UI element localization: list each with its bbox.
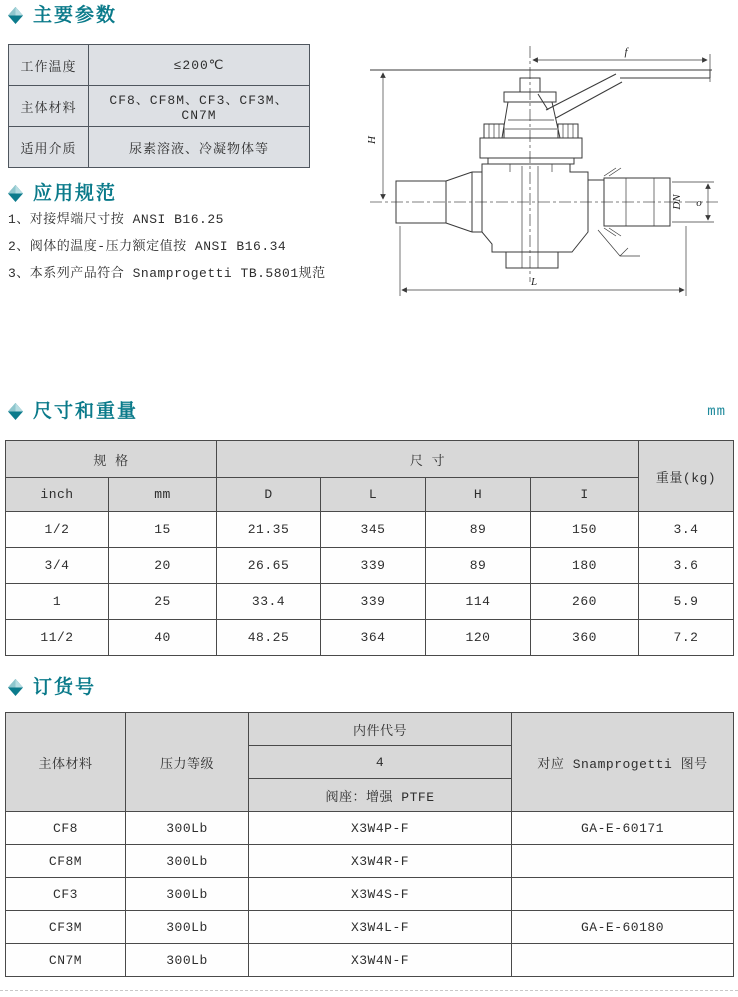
dim-label-o: o — [696, 197, 702, 209]
valve-technical-drawing — [358, 30, 736, 328]
cell-pressure: 300Lb — [126, 944, 249, 977]
cell: 11/2 — [6, 620, 109, 656]
cell-drawing: GA-E-60180 — [512, 911, 734, 944]
cell-pressure: 300Lb — [126, 911, 249, 944]
cell-code: X3W4S-F — [249, 878, 512, 911]
table-row — [9, 45, 310, 86]
params-table — [8, 44, 310, 168]
cell-pressure: 300Lb — [126, 878, 249, 911]
param-value: CF8、CF8M、CF3、CF3M、CN7M — [89, 86, 310, 127]
section-ordering-header — [8, 678, 96, 697]
cell: 360 — [531, 620, 639, 656]
header-d: D — [217, 478, 321, 512]
header-spec-group: 规 格 — [6, 441, 217, 478]
param-value: 尿素溶液、冷凝物体等 — [89, 127, 310, 168]
section-dimensions-header — [8, 402, 138, 421]
cell: 5.9 — [639, 584, 734, 620]
cell: 345 — [321, 512, 426, 548]
cell: 180 — [531, 548, 639, 584]
table-row — [9, 86, 310, 127]
section-params-header — [8, 6, 117, 25]
param-label: 主体材料 — [9, 86, 89, 127]
header-i: I — [531, 478, 639, 512]
diamond-bullet-icon — [8, 185, 23, 202]
cell: 26.65 — [217, 548, 321, 584]
cell: 1 — [6, 584, 109, 620]
table-row — [6, 845, 734, 878]
section-specs-title: 应用规范 — [33, 182, 118, 204]
cell-material: CN7M — [6, 944, 126, 977]
cell-material: CF8 — [6, 812, 126, 845]
header-inch: inch — [6, 478, 109, 512]
cell: 339 — [321, 548, 426, 584]
cell-code: X3W4R-F — [249, 845, 512, 878]
diamond-bullet-icon — [8, 7, 23, 24]
cell: 260 — [531, 584, 639, 620]
table-row — [6, 878, 734, 911]
table-row — [6, 512, 734, 548]
dim-label-f: f — [624, 46, 628, 58]
cell: 89 — [426, 512, 531, 548]
table-row — [6, 584, 734, 620]
cell: 40 — [109, 620, 217, 656]
dim-label-h: H — [366, 136, 378, 144]
cell: 114 — [426, 584, 531, 620]
cell-pressure: 300Lb — [126, 812, 249, 845]
header-mm: mm — [109, 478, 217, 512]
table-row — [6, 812, 734, 845]
diamond-bullet-icon — [8, 403, 23, 420]
cell: 339 — [321, 584, 426, 620]
cell: 33.4 — [217, 584, 321, 620]
header-material: 主体材料 — [6, 713, 126, 812]
header-l: L — [321, 478, 426, 512]
cell: 150 — [531, 512, 639, 548]
header-trim-seat: 阀座：增强 PTFE — [249, 779, 512, 812]
cell-drawing — [512, 878, 734, 911]
header-size-group: 尺 寸 — [217, 441, 639, 478]
cell: 15 — [109, 512, 217, 548]
cell: 25 — [109, 584, 217, 620]
table-row — [9, 127, 310, 168]
cell-material: CF3M — [6, 911, 126, 944]
header-h: H — [426, 478, 531, 512]
cell-drawing — [512, 845, 734, 878]
dimensions-table — [5, 440, 734, 656]
spec-list — [8, 206, 326, 287]
dim-label-l: L — [530, 276, 538, 288]
cell-code: X3W4N-F — [249, 944, 512, 977]
cell: 1/2 — [6, 512, 109, 548]
spec-item: 2、阀体的温度-压力额定值按 ANSI B16.34 — [8, 239, 287, 254]
cell-drawing: GA-E-60171 — [512, 812, 734, 845]
unit-label: mm — [707, 404, 726, 420]
dim-label-dn: DN — [671, 194, 683, 210]
cell: 3.4 — [639, 512, 734, 548]
cell: 3.6 — [639, 548, 734, 584]
cell: 21.35 — [217, 512, 321, 548]
header-drawing-no: 对应 Snamprogetti 图号 — [512, 713, 734, 812]
cell-drawing — [512, 944, 734, 977]
cell: 20 — [109, 548, 217, 584]
spec-item: 1、对接焊端尺寸按 ANSI B16.25 — [8, 212, 224, 227]
header-pressure: 压力等级 — [126, 713, 249, 812]
page-fold-line — [0, 990, 738, 991]
cell: 3/4 — [6, 548, 109, 584]
table-header-row — [6, 441, 734, 478]
table-header-row — [6, 478, 734, 512]
param-value: ≤200℃ — [89, 45, 310, 86]
cell: 364 — [321, 620, 426, 656]
param-label: 适用介质 — [9, 127, 89, 168]
section-dimensions-title: 尺寸和重量 — [33, 400, 139, 422]
section-specs-header — [8, 184, 117, 203]
header-trim-code: 4 — [249, 746, 512, 779]
cell: 7.2 — [639, 620, 734, 656]
header-trim: 内件代号 — [249, 713, 512, 746]
cell-material: CF3 — [6, 878, 126, 911]
cell-code: X3W4L-F — [249, 911, 512, 944]
spec-item: 3、本系列产品符合 Snamprogetti TB.5801规范 — [8, 266, 326, 281]
table-row — [6, 620, 734, 656]
section-ordering-title: 订货号 — [33, 676, 97, 698]
cell: 89 — [426, 548, 531, 584]
table-header-row — [6, 713, 734, 746]
cell: 120 — [426, 620, 531, 656]
table-row — [6, 911, 734, 944]
cell-code: X3W4P-F — [249, 812, 512, 845]
param-label: 工作温度 — [9, 45, 89, 86]
cell-material: CF8M — [6, 845, 126, 878]
section-params-title: 主要参数 — [33, 4, 118, 26]
ordering-table — [5, 712, 734, 977]
diamond-bullet-icon — [8, 679, 23, 696]
table-row — [6, 944, 734, 977]
cell-pressure: 300Lb — [126, 845, 249, 878]
cell: 48.25 — [217, 620, 321, 656]
header-weight: 重量(kg) — [639, 441, 734, 512]
table-row — [6, 548, 734, 584]
